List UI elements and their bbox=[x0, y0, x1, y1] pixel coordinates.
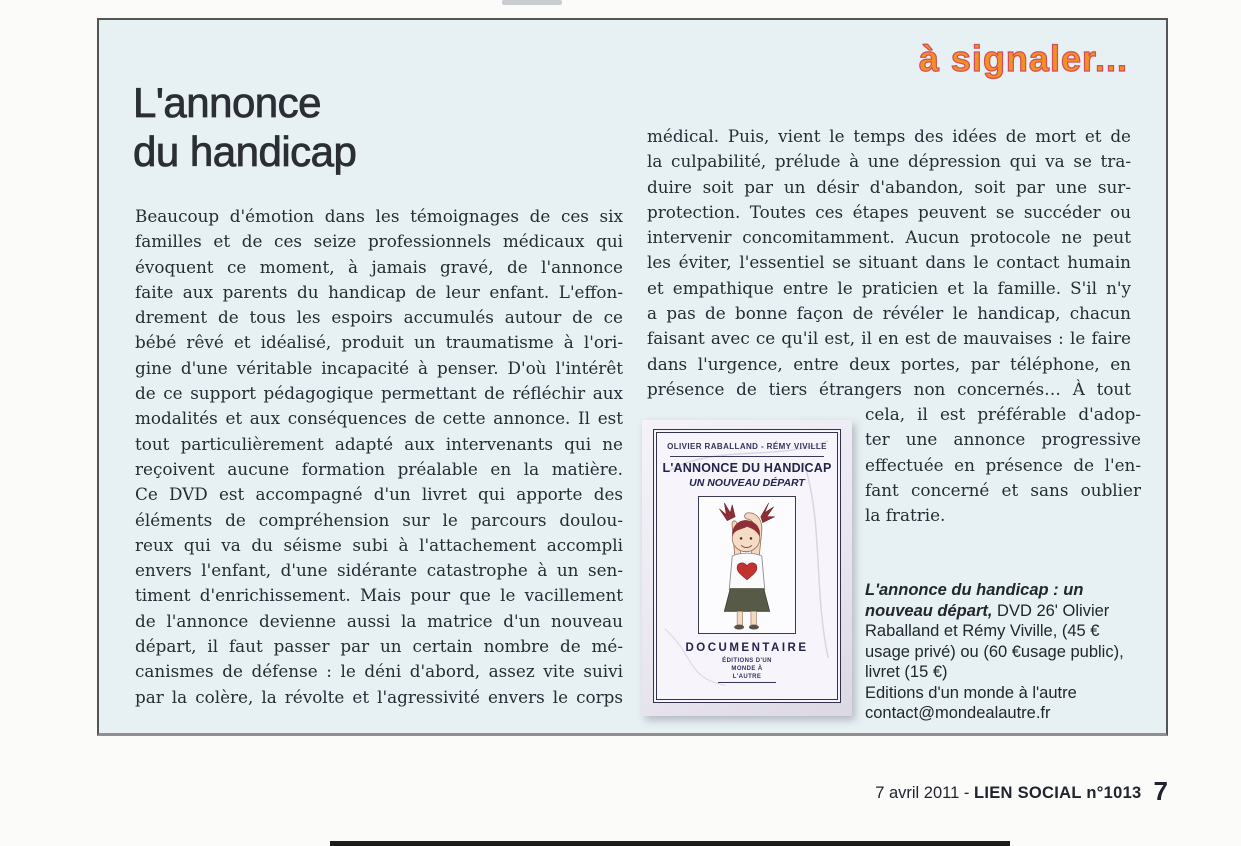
dvd-caption bbox=[865, 580, 1143, 724]
footer-date: 7 avril 2011 - bbox=[875, 784, 974, 802]
article-text-line: a pas de bonne façon de révéler le handicap, chacun bbox=[647, 303, 1131, 324]
dvd-authors: OLIVIER RABALLAND - RÉMY VIVILLE bbox=[667, 442, 827, 451]
article-text-line: Beaucoup d'émotion dans les témoignages de ces six bbox=[135, 206, 623, 226]
footer-page-number: 7 bbox=[1153, 776, 1168, 806]
caption-title: L'annonce du handicap : un nouveau départ, bbox=[865, 581, 1084, 620]
article-text-line: fant concerné et sans oublier bbox=[865, 479, 1141, 500]
caption-details: DVD 26' Olivier Raballand et Rémy Viville, (45 € usage privé) ou (60 €usage public), livret (15 €) bbox=[865, 601, 1124, 681]
article-panel bbox=[97, 18, 1168, 736]
article-text-line: envers l'enfant, d'une sidérante catastrophe à un sen- bbox=[135, 560, 623, 581]
article-text-line: faisant avec ce qu'il est, il en est de mauvaises : le faire bbox=[647, 328, 1131, 349]
article-text-line: cela, il est préférable d'adop- bbox=[865, 404, 1141, 424]
article-text-line: départ, il faut passer par un certain nombre de mé- bbox=[135, 636, 623, 657]
article-text-line: de l'annonce devienne aussi la matrice d'un nouveau bbox=[135, 610, 623, 631]
article-text-line: Ce DVD est accompagné d'un livret qui apporte des bbox=[135, 484, 623, 505]
article-title-line1: L'annonce bbox=[133, 79, 322, 126]
article-text-line: timent d'enrichissement. Mais pour que le vacillement bbox=[135, 585, 623, 606]
article-text-line: évoquent ce moment, à jamais gravé, de l'annonce bbox=[135, 256, 623, 277]
divider bbox=[670, 456, 825, 457]
dvd-cover bbox=[653, 429, 841, 703]
article-left-column bbox=[135, 204, 623, 710]
article-text-line: reux qui va du séisme subi à l'attachement accompli bbox=[135, 534, 623, 555]
article-text-line: effectuée en présence de l'en- bbox=[865, 454, 1141, 475]
scan-artifact-top bbox=[502, 0, 562, 5]
girl-illustration bbox=[698, 496, 796, 634]
article-text-line: ter une annonce progressive bbox=[865, 429, 1141, 450]
caption-paragraph bbox=[865, 580, 1143, 683]
footer-magazine-name: LIEN SOCIAL n°1013 bbox=[973, 784, 1142, 802]
caption-email: contact@mondealautre.fr bbox=[865, 704, 1051, 722]
dvd-subtitle: UN NOUVEAU DÉPART bbox=[689, 477, 805, 489]
caption-publisher: Editions d'un monde à l'autre bbox=[865, 683, 1077, 702]
article-text-line: reçoivent aucune formation préalable en la matière. bbox=[135, 458, 623, 479]
article-text-line: les éviter, l'essentiel se situant dans le contact humain bbox=[647, 252, 1131, 273]
scan-artifact-bottom bbox=[330, 841, 1010, 846]
article-text-line: protection. Toutes ces étapes peuvent se succéder ou bbox=[647, 201, 1131, 222]
article-text-line: intervenir concomitamment. Aucun protocole ne peut bbox=[647, 227, 1131, 248]
article-text-line: présence de tiers étrangers non concernés… À tout bbox=[647, 378, 1131, 399]
article-text-line: de ce support pédagogique permettant de réfléchir aux bbox=[135, 383, 623, 404]
dvd-genre: DOCUMENTAIRE bbox=[685, 642, 809, 654]
article-title-line2: du handicap bbox=[133, 128, 357, 175]
article-text-line: drement de tous les espoirs accumulés autour de ce bbox=[135, 307, 623, 328]
article-text-line: la culpabilité, prélude à une dépression qui va se tra- bbox=[647, 151, 1131, 172]
section-badge: à signaler... bbox=[918, 38, 1128, 79]
article-text-line: éléments de compréhension sur le parcours doulou- bbox=[135, 509, 623, 530]
article-text-line: faite aux parents du handicap de leur enfant. L'effon- bbox=[135, 281, 623, 302]
article-right-column bbox=[647, 124, 1131, 402]
article-text-line: et empathique entre le praticien et la famille. S'il n'y bbox=[647, 277, 1131, 298]
dvd-title: L'ANNONCE DU HANDICAP bbox=[662, 461, 832, 475]
article-text-line: canismes de défense : le déni d'abord, assez vite suivi bbox=[135, 661, 623, 682]
article-text-line: modalités et aux conséquences de cette annonce. Il est bbox=[135, 408, 623, 429]
article-right-column-wrap bbox=[865, 402, 1141, 528]
article-text-line: dans l'urgence, entre deux portes, par téléphone, en bbox=[647, 353, 1131, 374]
article-text-line: duire soit par un désir d'abandon, soit par une sur- bbox=[647, 176, 1131, 197]
article-text-line: médical. Puis, vient le temps des idées de mort et de bbox=[647, 126, 1131, 146]
article-text-line: tout particulièrement adapté aux intervenants qui ne bbox=[135, 433, 623, 454]
article-text-line: familles et de ces seize professionnels médicaux qui bbox=[135, 231, 623, 252]
article-text-line: gine d'une véritable incapacité à penser. D'où l'intérêt bbox=[135, 357, 623, 378]
dvd-cover-photo bbox=[642, 420, 852, 716]
article-text-line: la fratrie. bbox=[865, 505, 946, 526]
article-text-line: bébé rêvé et idéalisé, produit un traumatisme à l'ori- bbox=[135, 332, 623, 353]
page-footer bbox=[97, 776, 1168, 807]
article-text-line: par la colère, la révolte et l'agressivité envers le corps bbox=[135, 686, 623, 707]
article-title bbox=[133, 78, 356, 176]
dvd-publisher-logo: ÉDITIONS D'UN MONDE À L'AUTRE bbox=[718, 658, 776, 683]
dvd-cover-frame bbox=[656, 432, 838, 700]
